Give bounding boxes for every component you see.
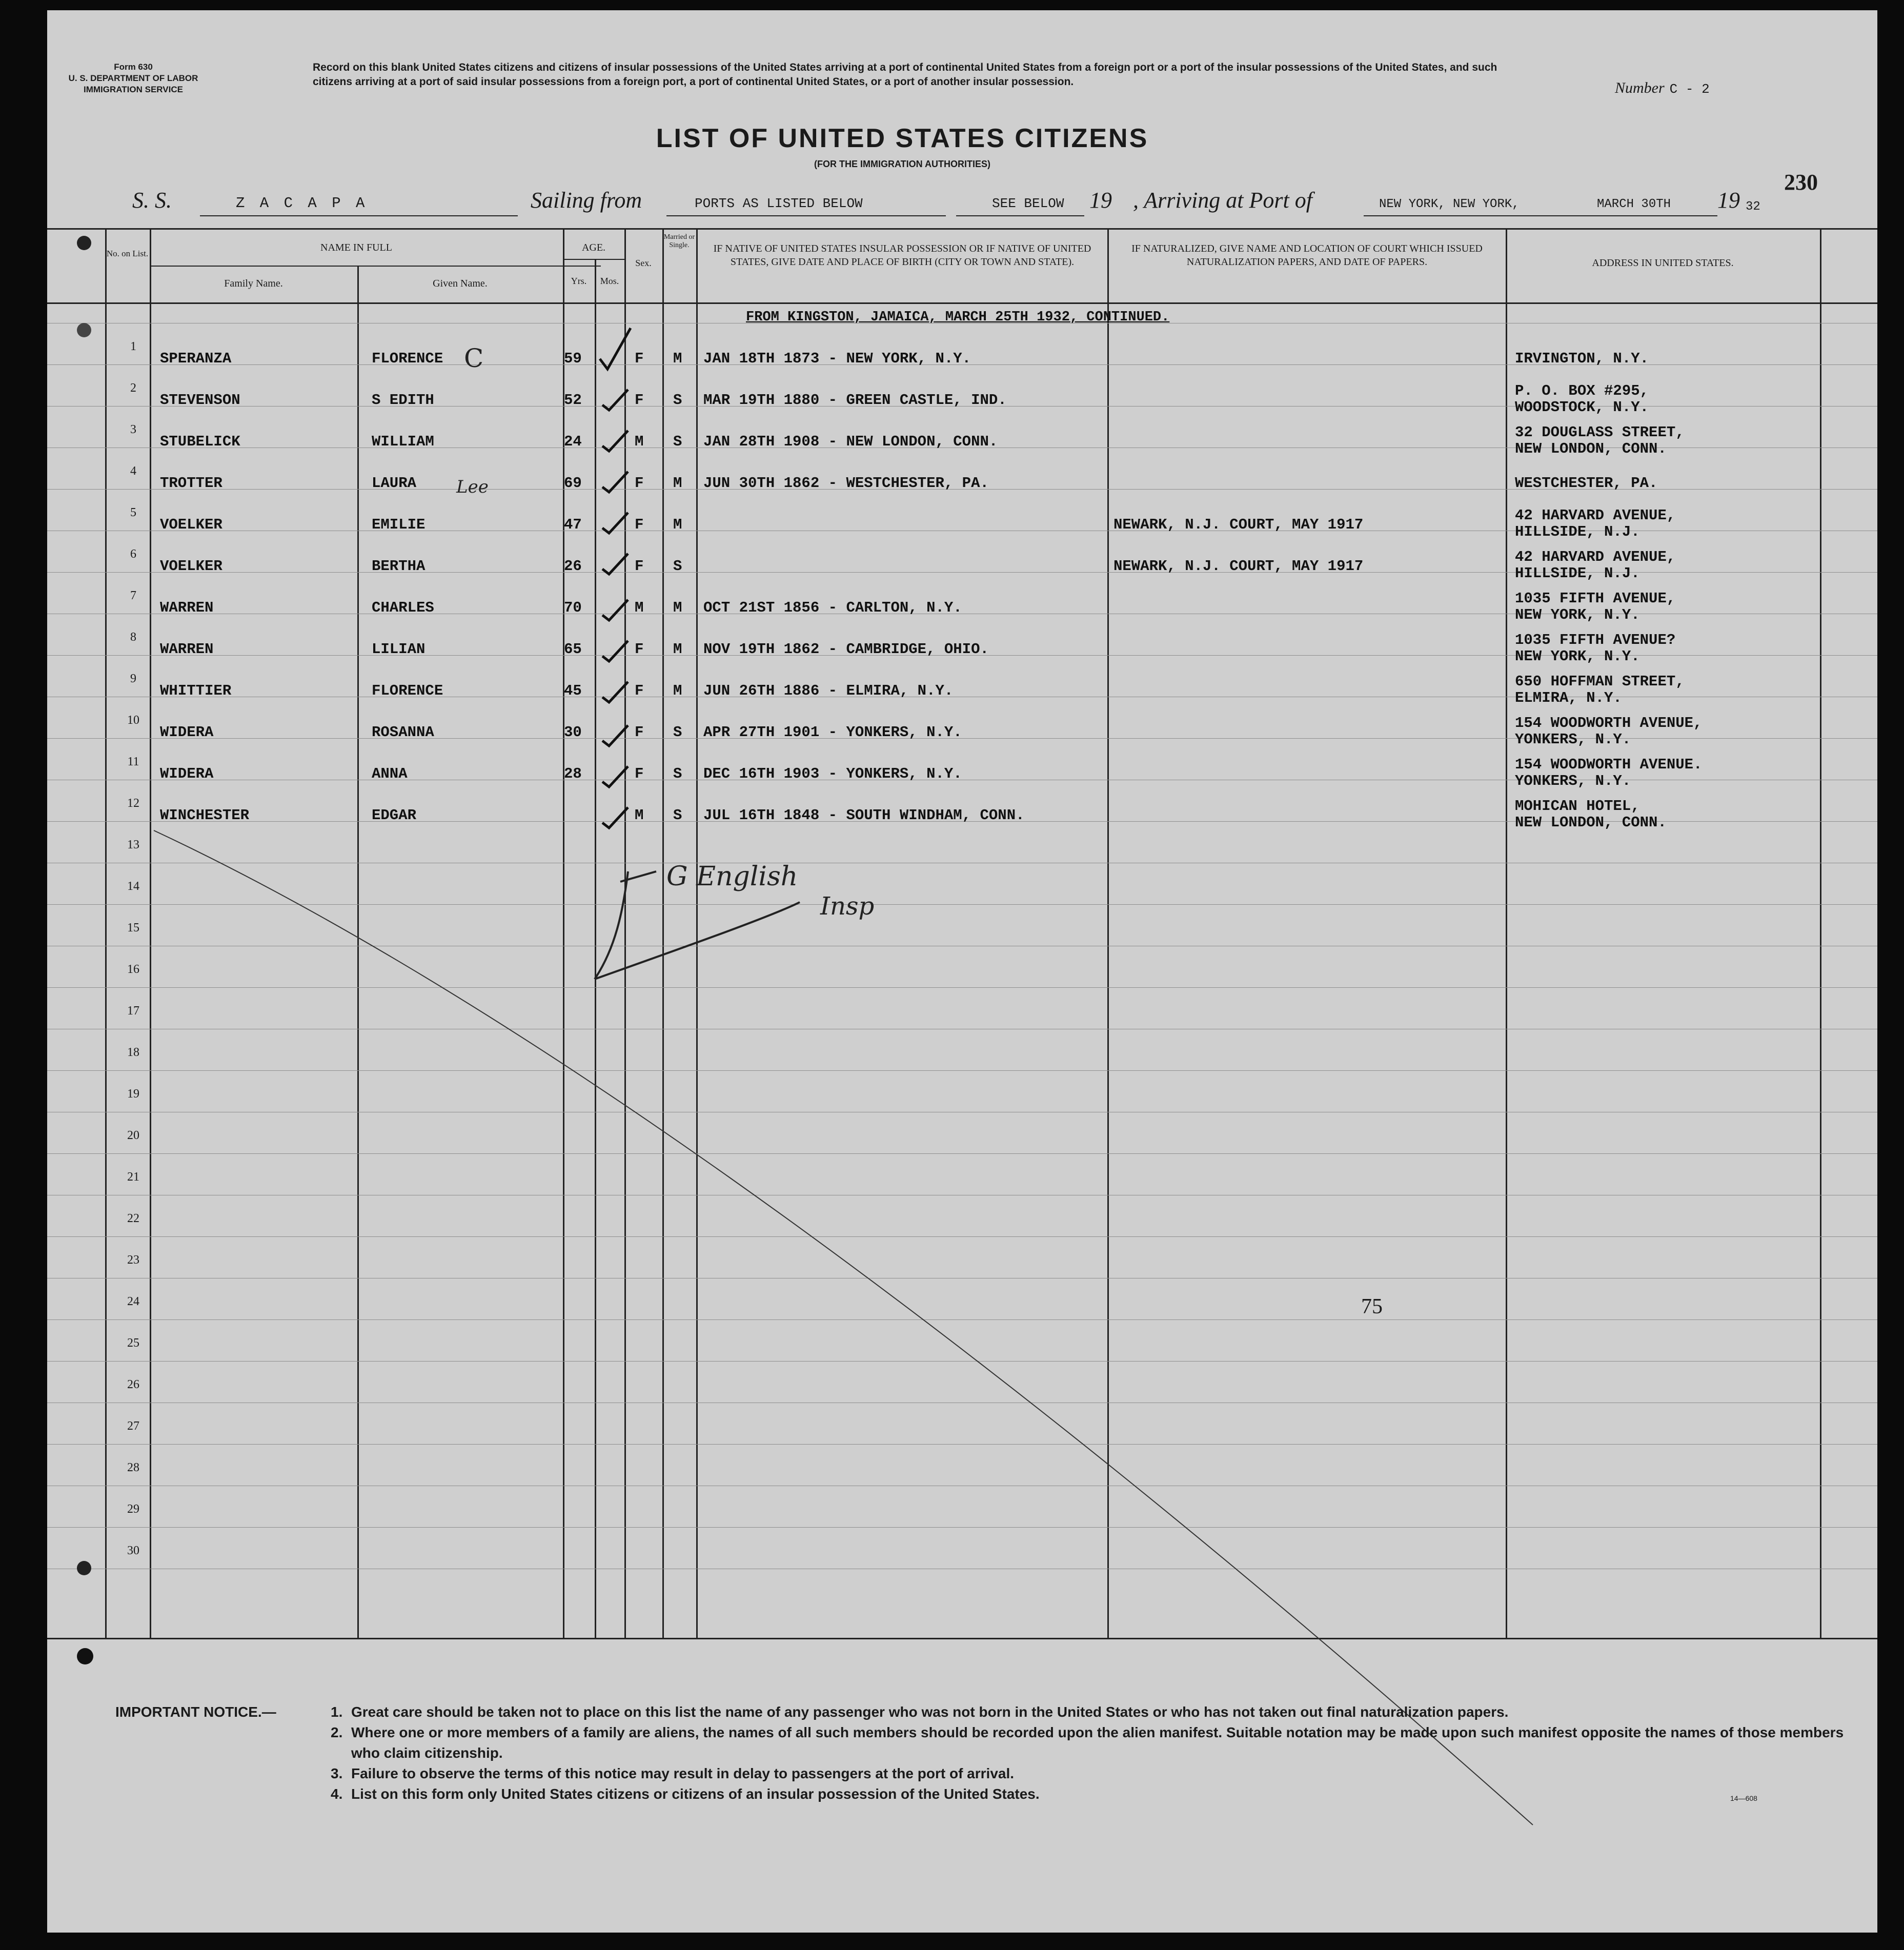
cell-ms: M xyxy=(673,516,682,533)
notice-item-number: 4. xyxy=(331,1786,343,1802)
header-no-on-list: No. on List. xyxy=(106,249,149,258)
arrival-year: 32 xyxy=(1746,200,1760,214)
row-number: 8 xyxy=(130,631,136,644)
cell-address-line2: HILLSIDE, N.J. xyxy=(1515,523,1640,540)
cell-family: SPERANZA xyxy=(160,350,232,367)
check-mark xyxy=(602,554,628,574)
cell-birth: DEC 16TH 1903 - YONKERS, N.Y. xyxy=(703,765,962,782)
section-note: FROM KINGSTON, JAMAICA, MARCH 25TH 1932, CONTINUED. xyxy=(746,310,1170,325)
cell-sex: F xyxy=(635,475,644,492)
cell-age: 28 xyxy=(564,765,582,782)
header-naturalized: IF NATURALIZED, GIVE NAME AND LOCATION OF COURT WHICH ISSUED NATURALIZATION PAPERS, AND DATE OF PAPERS. xyxy=(1131,243,1483,268)
cell-age: 45 xyxy=(564,682,582,699)
ship-name: Z A C A P A xyxy=(236,195,368,212)
notice-item xyxy=(331,1722,1858,1763)
header-given-name: Given Name. xyxy=(433,278,488,289)
cell-ms: S xyxy=(673,558,682,575)
row-number: 29 xyxy=(127,1502,139,1516)
arrival-date: MARCH 30TH xyxy=(1597,197,1671,211)
row-number: 18 xyxy=(127,1046,139,1059)
check-mark xyxy=(602,682,628,702)
row-number: 17 xyxy=(127,1004,139,1018)
check-mark xyxy=(602,431,628,451)
row-number: 16 xyxy=(127,963,139,976)
row-number: 25 xyxy=(127,1336,139,1350)
cell-address-line2: NEW LONDON, CONN. xyxy=(1515,814,1667,831)
cell-ms: S xyxy=(673,807,682,824)
intro-text: Record on this blank United States citizens and citizens of insular possessions of the United States arriving at a port of continental United States from a foreign port or a port of the insular possessions of the United States, and such citizens arriving at a port of said insular possessions from a foreign port, a port of continental United States, or a port of another insular possession. xyxy=(313,62,1497,88)
check-mark xyxy=(602,766,628,787)
cell-ms: M xyxy=(673,599,682,616)
row-number: 21 xyxy=(127,1170,139,1184)
cell-ms: M xyxy=(673,641,682,658)
service: IMMIGRATION SERVICE xyxy=(84,85,183,94)
notice-item xyxy=(331,1763,1858,1784)
notice-item-number: 2. xyxy=(331,1724,343,1740)
header-name-in-full: NAME IN FULL xyxy=(320,242,392,253)
cell-sex: F xyxy=(635,641,644,658)
arrival-year-prefix: 19 xyxy=(1717,188,1740,213)
row-number: 19 xyxy=(127,1087,139,1101)
cell-address-line2: NEW LONDON, CONN. xyxy=(1515,440,1667,457)
cell-family: STEVENSON xyxy=(160,392,240,409)
cell-ms: S xyxy=(673,392,682,409)
cell-family: WIDERA xyxy=(160,765,214,782)
cell-address-line1: 1035 FIFTH AVENUE, xyxy=(1515,590,1676,607)
notice-item xyxy=(331,1784,1858,1804)
cell-address-line1: 1035 FIFTH AVENUE? xyxy=(1515,632,1676,648)
cell-address-line1: 154 WOODWORTH AVENUE, xyxy=(1515,715,1703,732)
cell-address-line2: ELMIRA, N.Y. xyxy=(1515,689,1622,706)
check-mark xyxy=(602,600,628,620)
cell-ms: M xyxy=(673,682,682,699)
row-number: 4 xyxy=(130,464,136,478)
cell-sex: F xyxy=(635,682,644,699)
cell-address-line2: WOODSTOCK, N.Y. xyxy=(1515,399,1649,416)
cell-address-line1: 42 HARVARD AVENUE, xyxy=(1515,507,1676,524)
binder-hole xyxy=(77,1648,93,1664)
cell-nat: NEWARK, N.J. COURT, MAY 1917 xyxy=(1113,558,1364,575)
notice-item-number: 1. xyxy=(331,1704,343,1720)
cell-birth: OCT 21ST 1856 - CARLTON, N.Y. xyxy=(703,599,962,616)
cell-age: 47 xyxy=(564,516,582,533)
row-number: 7 xyxy=(130,589,136,602)
cell-age: 65 xyxy=(564,641,582,658)
cell-age: 69 xyxy=(564,475,582,492)
form-number: Form 630 xyxy=(114,62,153,72)
cell-given: EMILIE xyxy=(372,516,426,533)
row-number: 20 xyxy=(127,1129,139,1142)
cell-sex: F xyxy=(635,392,644,409)
row-number: 10 xyxy=(127,714,139,727)
header-birth: IF NATIVE OF UNITED STATES INSULAR POSSESSION OR IF NATIVE OF UNITED STATES, GIVE DATE AND PLACE OF BIRTH (CITY OR TOWN AND STATE). xyxy=(713,243,1091,268)
cell-birth: MAR 19TH 1880 - GREEN CASTLE, IND. xyxy=(703,392,1007,409)
cell-birth: APR 27TH 1901 - YONKERS, N.Y. xyxy=(703,724,962,741)
row-number: 30 xyxy=(127,1544,139,1557)
cell-family: WHITTIER xyxy=(160,682,232,699)
notice-item-text: Where one or more members of a family are aliens, the names of all such members should be recorded upon the alien manifest. Suitable notation may be made upon such manifest opposite the names of those members who claim citizenship. xyxy=(351,1724,1844,1761)
cell-family: WINCHESTER xyxy=(160,807,250,824)
cell-family: WARREN xyxy=(160,641,214,658)
cell-birth: JUN 30TH 1862 - WESTCHESTER, PA. xyxy=(703,475,989,492)
cell-family: WIDERA xyxy=(160,724,214,741)
sailing-label: Sailing from xyxy=(531,188,642,213)
check-mark xyxy=(602,807,628,828)
row-number: 12 xyxy=(127,797,139,810)
row-number: 27 xyxy=(127,1419,139,1433)
cell-ms: M xyxy=(673,350,682,367)
cell-sex: F xyxy=(635,558,644,575)
binder-hole xyxy=(77,323,91,337)
binder-hole xyxy=(77,1561,91,1575)
row-number: 6 xyxy=(130,547,136,561)
annotation: C xyxy=(464,343,484,373)
row-number: 11 xyxy=(127,755,139,768)
cell-given: FLORENCE xyxy=(372,682,443,699)
cell-address-line1: P. O. BOX #295, xyxy=(1515,382,1649,399)
notice-item xyxy=(331,1702,1858,1722)
cell-address-line1: MOHICAN HOTEL, xyxy=(1515,798,1640,815)
header-married-single: Married or Single. xyxy=(663,233,695,249)
cell-address-line1: 32 DOUGLASS STREET, xyxy=(1515,424,1685,441)
row-number: 13 xyxy=(127,838,139,851)
cell-address-line2: YONKERS, N.Y. xyxy=(1515,731,1631,748)
cell-family: TROTTER xyxy=(160,475,222,492)
cell-age: 24 xyxy=(564,433,582,450)
check-mark xyxy=(602,641,628,661)
cell-given: BERTHA xyxy=(372,558,426,575)
cell-given: EDGAR xyxy=(372,807,417,824)
notice-item-text: Failure to observe the terms of this notice may result in delay to passengers at the port of arrival. xyxy=(351,1765,1015,1781)
page-subtitle: (FOR THE IMMIGRATION AUTHORITIES) xyxy=(814,159,990,169)
row-number: 3 xyxy=(130,423,136,436)
cell-address-line1: 42 HARVARD AVENUE, xyxy=(1515,549,1676,565)
cell-sex: F xyxy=(635,724,644,741)
row-number: 5 xyxy=(130,506,136,519)
cell-ms: M xyxy=(673,475,682,492)
header-address: ADDRESS IN UNITED STATES. xyxy=(1592,257,1734,269)
cell-address-line1: IRVINGTON, N.Y. xyxy=(1515,350,1649,367)
cell-given: ANNA xyxy=(372,765,408,782)
row-number: 15 xyxy=(127,921,139,935)
notice-item-text: Great care should be taken not to place on this list the name of any passenger who was not born in the United States or who has not taken out final naturalization papers. xyxy=(351,1704,1509,1720)
cell-family: WARREN xyxy=(160,599,214,616)
page-number: 230 xyxy=(1784,170,1818,195)
cell-given: WILLIAM xyxy=(372,433,434,450)
cell-birth: JUN 26TH 1886 - ELMIRA, N.Y. xyxy=(703,682,954,699)
arriving-label: , Arriving at Port of xyxy=(1133,188,1312,213)
cell-birth: JUL 16TH 1848 - SOUTH WINDHAM, CONN. xyxy=(703,807,1025,824)
cell-nat: NEWARK, N.J. COURT, MAY 1917 xyxy=(1113,516,1364,533)
footer-code: 14—608 xyxy=(1730,1794,1757,1802)
check-mark xyxy=(602,472,628,492)
list-number: Number C - 2 xyxy=(1615,79,1710,97)
cell-sex: F xyxy=(635,765,644,782)
check-mark xyxy=(600,328,631,369)
cell-given: FLORENCE xyxy=(372,350,443,367)
inspector-title: Insp xyxy=(820,892,875,921)
check-mark xyxy=(602,725,628,746)
year-prefix: 19 xyxy=(1089,188,1112,213)
cell-given: LAURA xyxy=(372,475,417,492)
row-number: 1 xyxy=(130,340,136,353)
check-mark xyxy=(602,390,628,410)
cell-address-line1: 650 HOFFMAN STREET, xyxy=(1515,673,1685,690)
cell-family: VOELKER xyxy=(160,558,222,575)
cell-birth: JAN 18TH 1873 - NEW YORK, N.Y. xyxy=(703,350,971,367)
cell-address-line2: HILLSIDE, N.J. xyxy=(1515,565,1640,582)
row-number: 9 xyxy=(130,672,136,685)
cell-age: 30 xyxy=(564,724,582,741)
notice-item-number: 3. xyxy=(331,1765,343,1781)
page-title: LIST OF UNITED STATES CITIZENS xyxy=(656,124,1149,153)
cell-sex: F xyxy=(635,350,644,367)
row-number: 24 xyxy=(127,1295,139,1308)
annotation: Lee xyxy=(456,477,489,497)
cell-address-line1: 154 WOODWORTH AVENUE. xyxy=(1515,756,1703,773)
cell-age: 52 xyxy=(564,392,582,409)
header-mos: Mos. xyxy=(600,276,619,286)
cell-address-line2: NEW YORK, N.Y. xyxy=(1515,606,1640,623)
cell-family: STUBELICK xyxy=(160,433,240,450)
department: U. S. DEPARTMENT OF LABOR xyxy=(68,73,198,83)
cell-ms: S xyxy=(673,433,682,450)
cell-address-line1: WESTCHESTER, PA. xyxy=(1515,475,1658,492)
header-yrs: Yrs. xyxy=(571,276,587,286)
row-number: 22 xyxy=(127,1212,139,1225)
header-family-name: Family Name. xyxy=(224,278,283,289)
cell-address-line2: NEW YORK, N.Y. xyxy=(1515,648,1640,665)
arrival-port: NEW YORK, NEW YORK, xyxy=(1379,197,1520,211)
cell-age: 26 xyxy=(564,558,582,575)
row-number: 23 xyxy=(127,1253,139,1267)
cell-given: CHARLES xyxy=(372,599,434,616)
cell-given: ROSANNA xyxy=(372,724,434,741)
cell-sex: M xyxy=(635,599,644,616)
signature: G English xyxy=(666,861,798,892)
notice-items xyxy=(331,1702,1858,1804)
row-number: 14 xyxy=(127,880,139,893)
sailing-date: SEE BELOW xyxy=(992,196,1064,211)
header-sex: Sex. xyxy=(635,258,652,268)
ss-label: S. S. xyxy=(132,188,172,213)
binder-hole xyxy=(77,236,91,250)
sailing-from: PORTS AS LISTED BELOW xyxy=(695,196,863,211)
cell-given: S EDITH xyxy=(372,392,434,409)
cell-family: VOELKER xyxy=(160,516,222,533)
cell-address-line2: YONKERS, N.Y. xyxy=(1515,773,1631,789)
header-age: AGE. xyxy=(581,242,606,253)
cell-sex: F xyxy=(635,516,644,533)
cell-age: 59 xyxy=(564,350,582,367)
cell-sex: M xyxy=(635,807,644,824)
cell-ms: S xyxy=(673,765,682,782)
row-number: 26 xyxy=(127,1378,139,1391)
row-number: 28 xyxy=(127,1461,139,1474)
cell-sex: M xyxy=(635,433,644,450)
cell-age: 70 xyxy=(564,599,582,616)
cell-given: LILIAN xyxy=(372,641,426,658)
row-number: 2 xyxy=(130,381,136,395)
cell-birth: JAN 28TH 1908 - NEW LONDON, CONN. xyxy=(703,433,998,450)
notice-item-text: List on this form only United States citizens or citizens of an insular possession of the United States. xyxy=(351,1786,1040,1802)
count-note: 75 xyxy=(1361,1295,1383,1318)
diagonal-cancel-line xyxy=(154,830,1533,1825)
notice-label: IMPORTANT NOTICE.— xyxy=(115,1704,276,1720)
check-mark xyxy=(602,513,628,533)
check-marks xyxy=(600,328,631,828)
cell-ms: S xyxy=(673,724,682,741)
cell-birth: NOV 19TH 1862 - CAMBRIDGE, OHIO. xyxy=(703,641,989,658)
